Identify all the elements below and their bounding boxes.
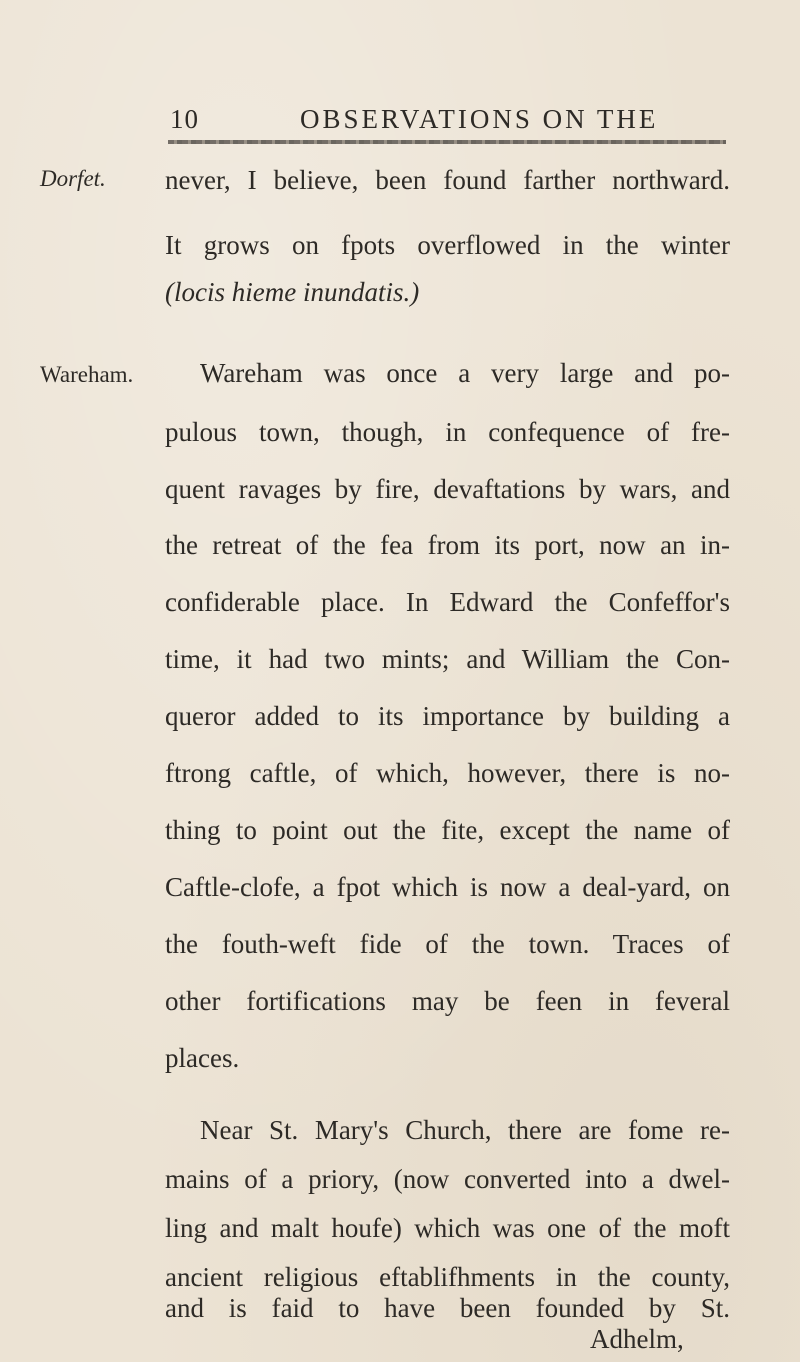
text-line: time, it had two mints; and William the Con-	[165, 644, 730, 674]
text-line: thing to point out the fite, except the name of	[165, 815, 730, 845]
margin-note-wareham: Wareham.	[40, 362, 134, 387]
catchword: Adhelm,	[590, 1324, 684, 1354]
text-line: and is faid to have been founded by St.	[165, 1293, 730, 1323]
text-line: ftrong caftle, of which, however, there is no-	[165, 758, 730, 788]
text-line: (locis hieme inundatis.)	[165, 277, 420, 307]
text-line: Near St. Mary's Church, there are fome re-	[200, 1115, 730, 1145]
text-line: ancient religious eftablifhments in the county,	[165, 1262, 730, 1292]
text-line: confiderable place. In Edward the Confeffor's	[165, 587, 730, 617]
running-head: OBSERVATIONS ON THE	[300, 104, 659, 134]
text-line: the fouth-weft fide of the town. Traces of	[165, 929, 730, 959]
text-line: ling and malt houfe) which was one of the moft	[165, 1213, 730, 1243]
text-line: pulous town, though, in confequence of fre-	[165, 417, 730, 447]
text-line: other fortifications may be feen in feveral	[165, 986, 730, 1016]
text-line: Caftle-clofe, a fpot which is now a deal-yard, on	[165, 872, 730, 902]
text-line: It grows on fpots overflowed in the winter	[165, 230, 730, 260]
text-line: quent ravages by fire, devaftations by wars, and	[165, 474, 730, 504]
text-line: places.	[165, 1043, 240, 1073]
page-header	[170, 104, 730, 140]
text-line: Wareham was once a very large and po-	[200, 358, 730, 388]
text-line: the retreat of the fea from its port, now an in-	[165, 530, 730, 560]
text-line: queror added to its importance by building a	[165, 701, 730, 731]
header-rule	[168, 140, 726, 144]
margin-note-dorset: Dorfet.	[40, 166, 106, 191]
text-line: mains of a priory, (now converted into a dwel-	[165, 1164, 730, 1194]
text-line: never, I believe, been found farther northward.	[165, 165, 730, 195]
page-number: 10	[170, 104, 199, 134]
